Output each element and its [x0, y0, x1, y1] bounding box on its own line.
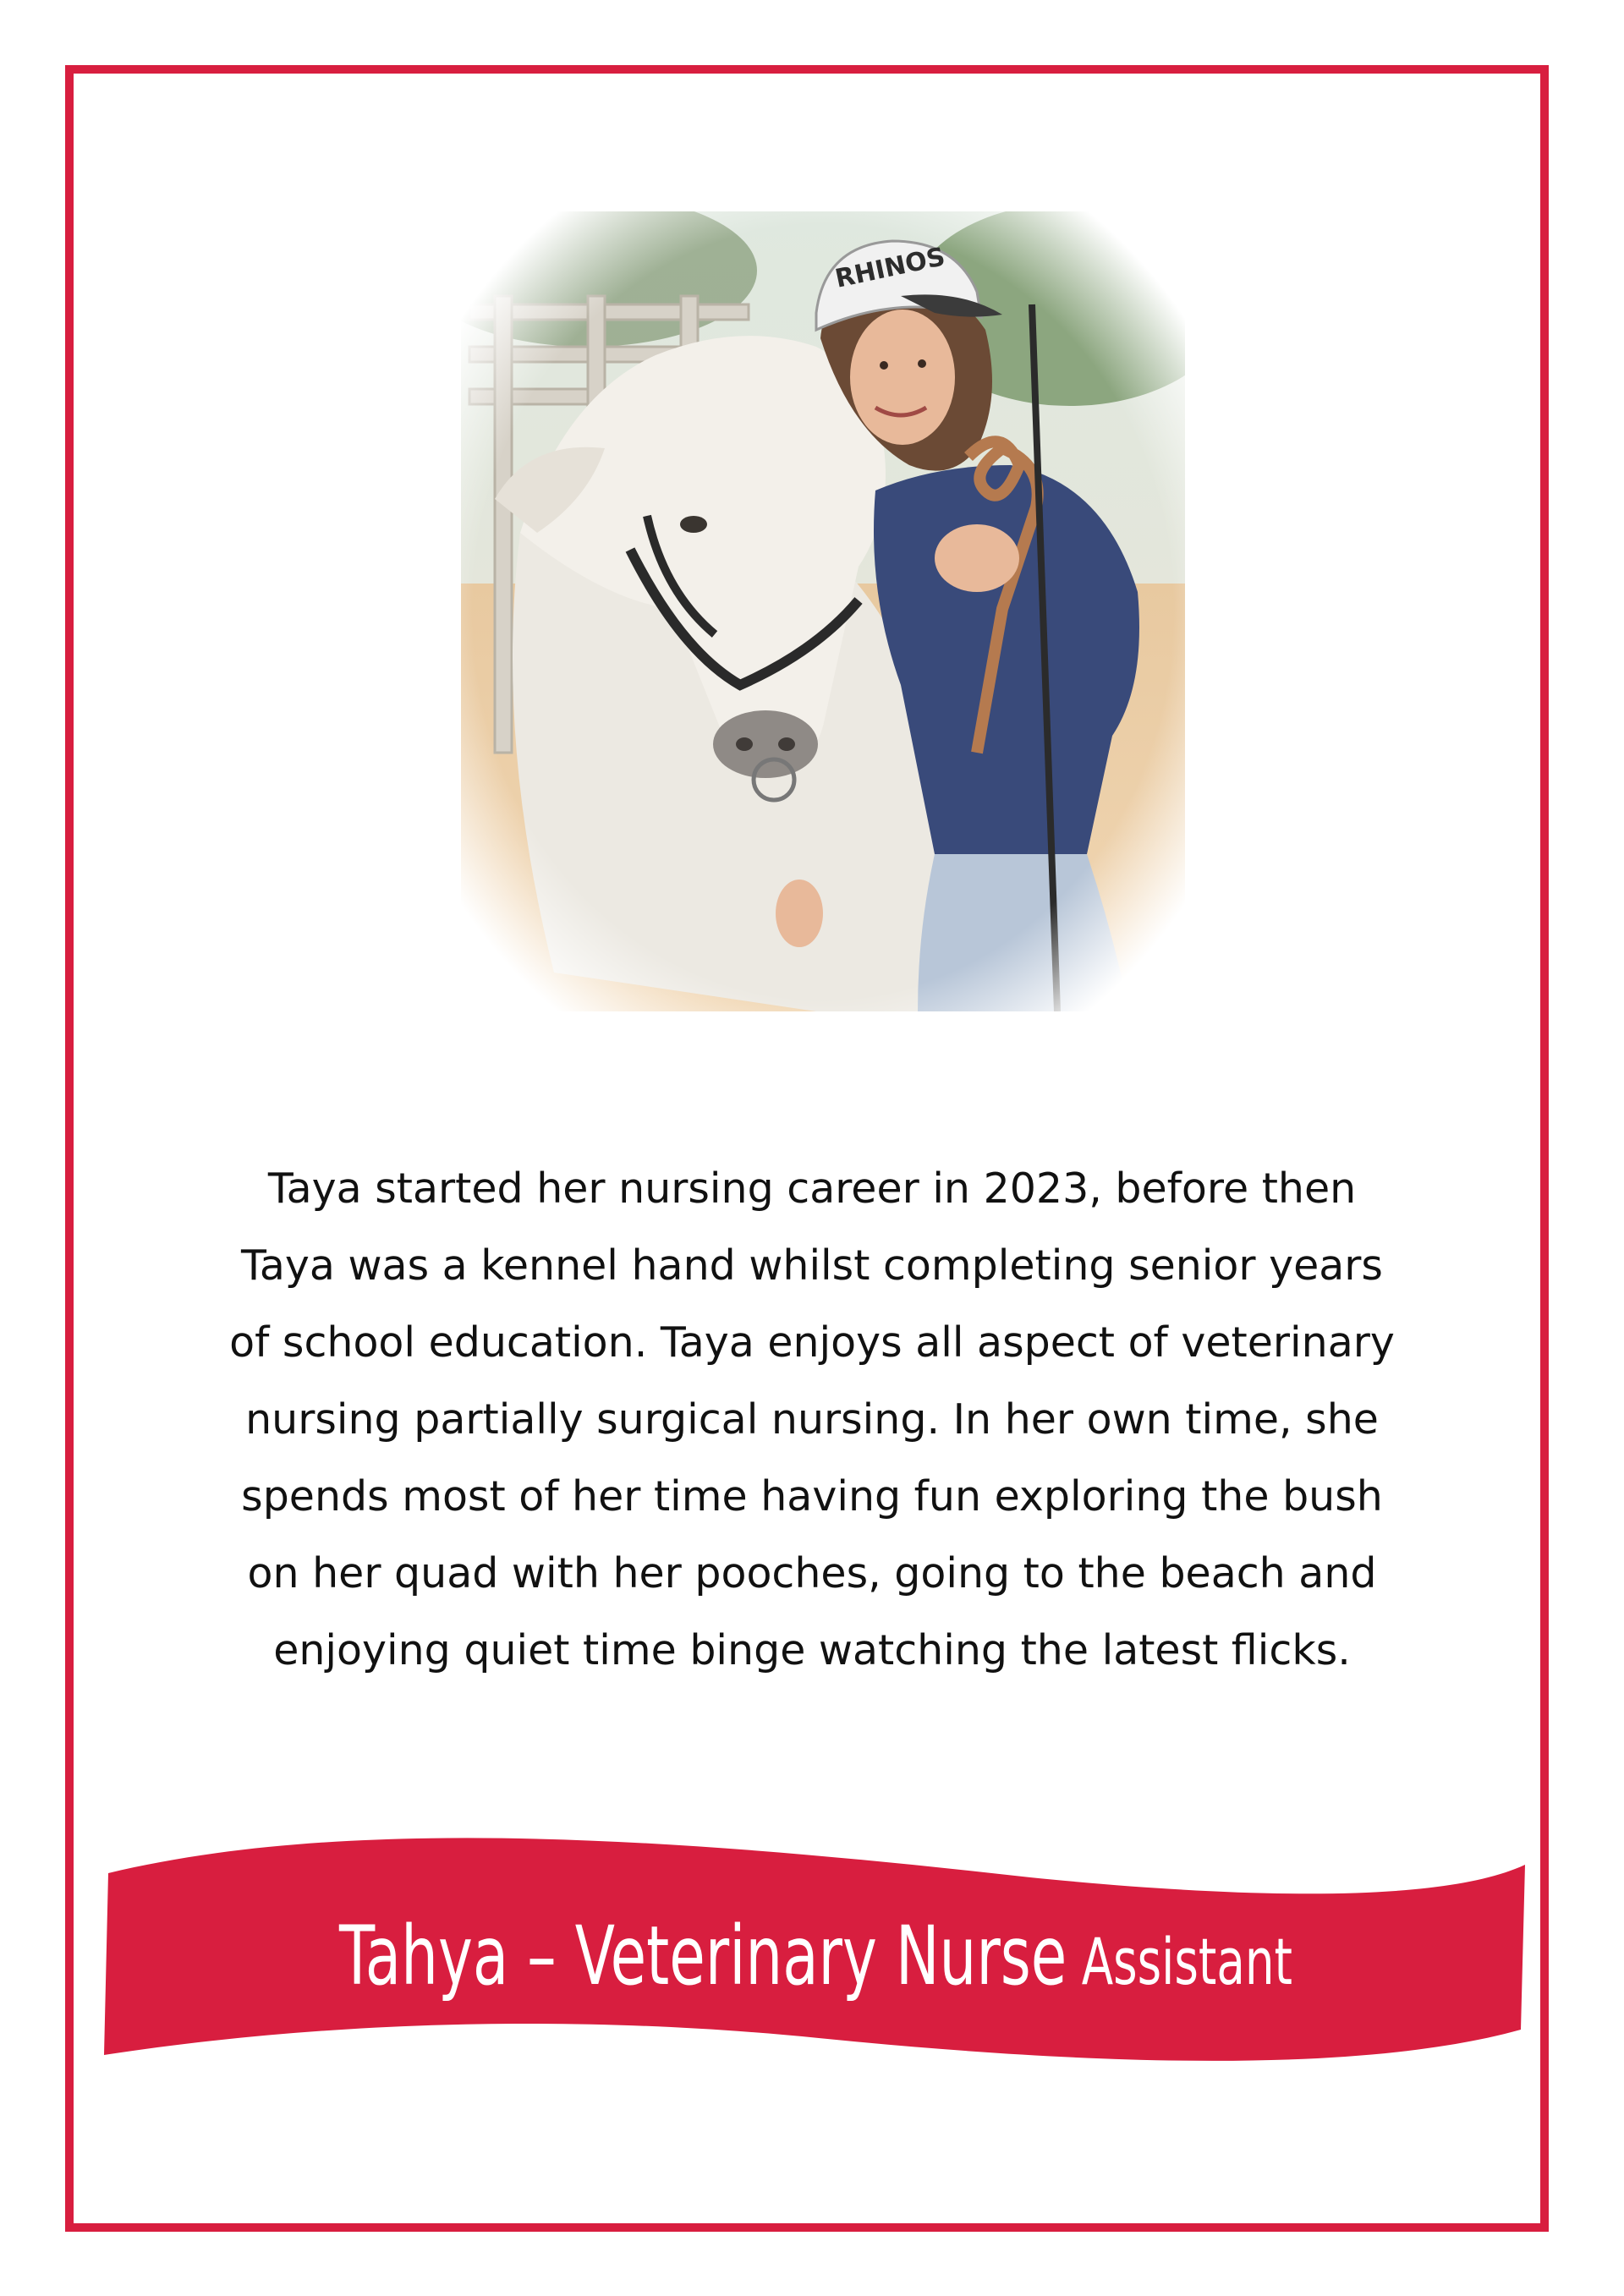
- banner-title: [300, 1909, 1331, 2003]
- bio-text: [169, 1150, 1455, 1689]
- bio-line: of school education. Taya enjoys all aspect of veterinary: [229, 1318, 1395, 1367]
- bio-line: spends most of her time having fun exploring the bush: [241, 1472, 1383, 1521]
- bio-line: Taya started her nursing career in 2023, before then: [267, 1164, 1357, 1213]
- banner-title-suffix: Assistant: [1067, 1924, 1293, 1999]
- bio-line: nursing partially surgical nursing. In her own time, she: [245, 1395, 1379, 1444]
- photo-illustration: [461, 211, 1185, 1011]
- profile-photo: [461, 211, 1185, 1011]
- bio-line: enjoying quiet time binge watching the latest flicks.: [273, 1626, 1351, 1674]
- bio-line: on her quad with her pooches, going to the beach and: [247, 1549, 1377, 1597]
- banner-title-main: Tahya – Veterinary Nurse: [338, 1909, 1067, 2003]
- bio-line: Taya was a kennel hand whilst completing senior years: [241, 1241, 1383, 1290]
